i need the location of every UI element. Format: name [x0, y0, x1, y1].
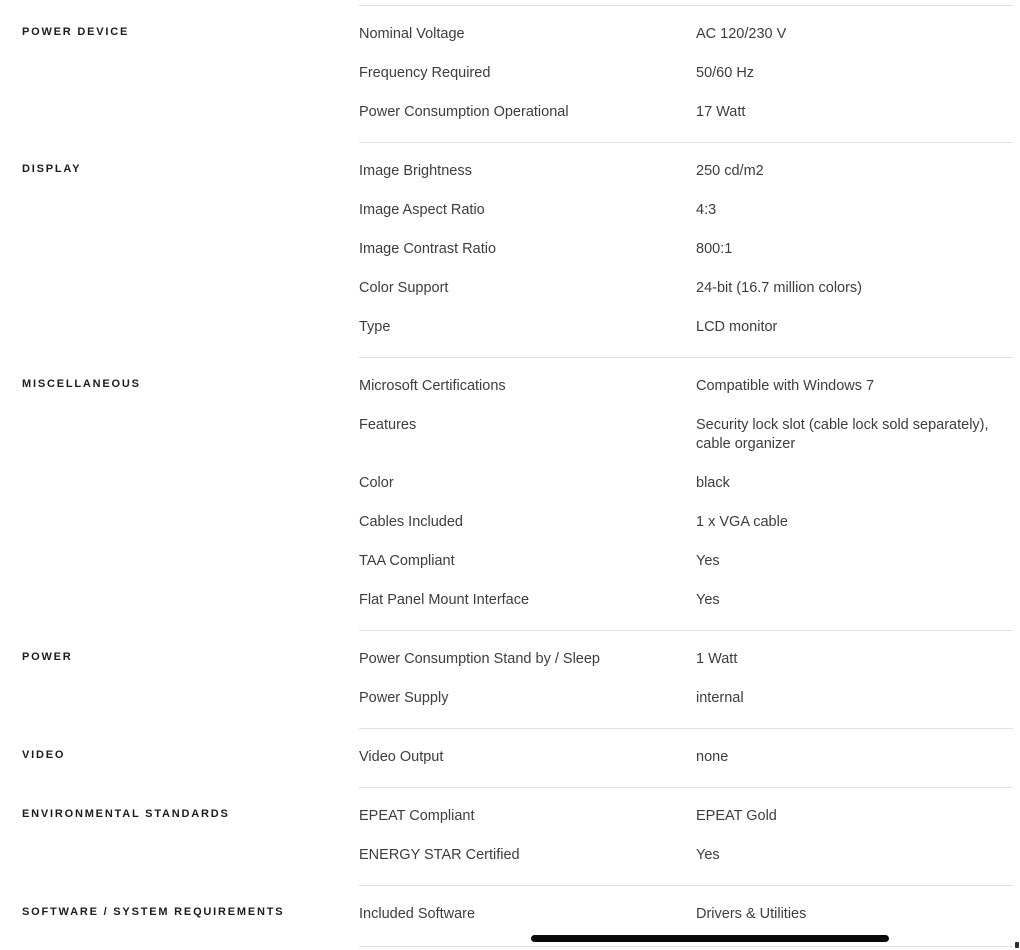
spec-value: 800:1	[696, 241, 733, 257]
product-spec-table	[0, 5, 1020, 944]
table-row	[359, 591, 1013, 610]
table-row	[359, 377, 1013, 396]
spec-value: 250 cd/m2	[696, 163, 764, 179]
spec-label: Video Output	[359, 749, 444, 765]
spec-label: Image Contrast Ratio	[359, 241, 497, 257]
spec-value: EPEAT Gold	[696, 808, 777, 824]
spec-label: Color Support	[359, 280, 449, 296]
spec-value: 1 x VGA cable	[696, 514, 788, 530]
spec-label: TAA Compliant	[359, 553, 455, 569]
spec-value: 17 Watt	[696, 104, 746, 120]
table-row	[359, 416, 1013, 454]
spec-value: 1 Watt	[696, 651, 738, 667]
section-rows	[359, 357, 1013, 630]
table-row	[359, 64, 1013, 83]
table-row	[359, 748, 1013, 767]
spec-value: Yes	[696, 847, 720, 863]
table-row	[359, 318, 1013, 337]
spec-label: Image Aspect Ratio	[359, 202, 485, 218]
spec-value: Security lock slot (cable lock sold separately), cable organizer	[696, 417, 989, 452]
section-rows	[359, 5, 1013, 142]
section-environmental-standards	[0, 787, 1020, 885]
table-row	[359, 162, 1013, 181]
spec-value: 4:3	[696, 202, 717, 218]
table-row	[359, 689, 1013, 708]
spec-label: Frequency Required	[359, 65, 491, 81]
spec-value: none	[696, 749, 729, 765]
horizontal-scrollbar-thumb[interactable]	[531, 935, 889, 942]
table-row	[359, 279, 1013, 298]
spec-value: LCD monitor	[696, 319, 778, 335]
section-title-power-device: POWER DEVICE	[22, 26, 130, 38]
spec-value: Drivers & Utilities	[696, 906, 807, 922]
spec-label: ENERGY STAR Certified	[359, 847, 520, 863]
table-row	[359, 201, 1013, 220]
table-row	[359, 552, 1013, 571]
section-video	[0, 728, 1020, 787]
section-title-miscellaneous: MISCELLANEOUS	[22, 378, 141, 390]
spec-value: internal	[696, 690, 744, 706]
section-title-software-system-requirements: SOFTWARE / SYSTEM REQUIREMENTS	[22, 906, 285, 918]
spec-label: Power Supply	[359, 690, 449, 706]
spec-value: Compatible with Windows 7	[696, 378, 875, 394]
spec-value: Yes	[696, 553, 720, 569]
table-row	[359, 103, 1013, 122]
section-title-environmental-standards: ENVIRONMENTAL STANDARDS	[22, 808, 230, 820]
table-row	[359, 807, 1013, 826]
section-power-device	[0, 5, 1020, 142]
spec-label: EPEAT Compliant	[359, 808, 475, 824]
spec-label: Color	[359, 475, 394, 491]
spec-label: Included Software	[359, 906, 476, 922]
section-title-display: DISPLAY	[22, 163, 82, 175]
spec-value: AC 120/230 V	[696, 26, 787, 42]
section-display	[0, 142, 1020, 357]
spec-label: Power Consumption Operational	[359, 104, 569, 120]
section-title-power: POWER	[22, 651, 73, 663]
table-row	[359, 474, 1013, 493]
spec-value: black	[696, 475, 730, 491]
section-title-video: VIDEO	[22, 749, 66, 761]
section-rows	[359, 630, 1013, 728]
spec-label: Microsoft Certifications	[359, 378, 506, 394]
spec-label: Type	[359, 319, 391, 335]
section-rows	[359, 787, 1013, 885]
bottom-divider	[359, 946, 1013, 947]
spec-label: Cables Included	[359, 514, 463, 530]
spec-label: Nominal Voltage	[359, 26, 465, 42]
spec-value: 50/60 Hz	[696, 65, 755, 81]
table-row	[359, 650, 1013, 669]
scrollbar-corner-fragment[interactable]	[1015, 942, 1019, 948]
spec-value: Yes	[696, 592, 720, 608]
table-row	[359, 513, 1013, 532]
section-power	[0, 630, 1020, 728]
spec-label: Power Consumption Stand by / Sleep	[359, 651, 600, 667]
spec-label: Flat Panel Mount Interface	[359, 592, 530, 608]
table-row	[359, 25, 1013, 44]
table-row	[359, 905, 1013, 924]
spec-label: Image Brightness	[359, 163, 472, 179]
section-miscellaneous	[0, 357, 1020, 630]
table-row	[359, 846, 1013, 865]
section-rows	[359, 728, 1013, 787]
section-rows	[359, 142, 1013, 357]
table-row	[359, 240, 1013, 259]
spec-label: Features	[359, 417, 417, 433]
spec-value: 24-bit (16.7 million colors)	[696, 280, 863, 296]
